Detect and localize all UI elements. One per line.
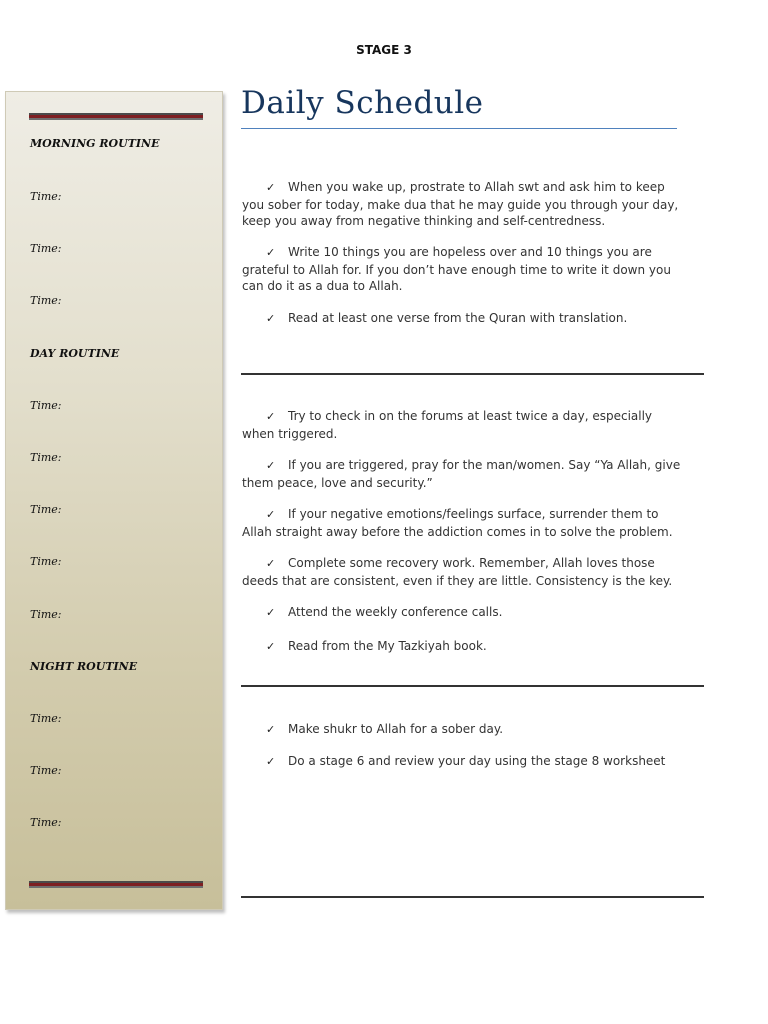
time-label: Time: <box>30 294 62 307</box>
checkmark-icon: ✓ <box>266 640 276 653</box>
page-title: Daily Schedule <box>241 85 484 121</box>
checkmark-icon: ✓ <box>266 723 276 736</box>
routine-sidebar <box>5 91 223 910</box>
morning-routine-heading: MORNING ROUTINE <box>30 137 160 150</box>
sidebar-bottom-rule <box>29 881 203 888</box>
checkmark-icon: ✓ <box>266 410 276 423</box>
list-item <box>242 506 682 540</box>
checkmark-icon: ✓ <box>266 606 276 619</box>
list-item <box>242 244 682 295</box>
checkmark-icon: ✓ <box>266 181 276 194</box>
checkmark-icon: ✓ <box>266 246 276 259</box>
time-label: Time: <box>30 451 62 464</box>
list-item-text: Try to check in on the forums at least twice a day, especially when triggered. <box>242 409 653 441</box>
section-divider <box>241 373 704 375</box>
list-item-text: When you wake up, prostrate to Allah swt and ask him to keep you sober for today, make dua that he may guide you through your day, keep you away from negative thinking and self-centredness. <box>242 180 679 228</box>
checkmark-icon: ✓ <box>266 508 276 521</box>
list-item <box>242 457 682 491</box>
checkmark-icon: ✓ <box>266 755 276 768</box>
stage-label: STAGE 3 <box>356 43 412 57</box>
list-item-text: If you are triggered, pray for the man/women. Say “Ya Allah, give them peace, love and security.” <box>242 458 681 490</box>
time-label: Time: <box>30 816 62 829</box>
sidebar-top-rule <box>29 113 203 120</box>
list-item-text: Write 10 things you are hopeless over and 10 things you are grateful to Allah for. If you don’t have enough time to write it down you can do it as a dua to Allah. <box>242 245 671 293</box>
checkmark-icon: ✓ <box>266 459 276 472</box>
time-label: Time: <box>30 190 62 203</box>
list-item-text: Make shukr to Allah for a sober day. <box>288 722 504 736</box>
list-item-text: Complete some recovery work. Remember, Allah loves those deeds that are consistent, even if they are little. Consistency is the key. <box>242 556 673 588</box>
list-item-text: Read from the My Tazkiyah book. <box>288 639 487 653</box>
list-item-text: Read at least one verse from the Quran with translation. <box>288 311 628 325</box>
time-label: Time: <box>30 608 62 621</box>
list-item-text: If your negative emotions/feelings surface, surrender them to Allah straight away before the addiction comes in to solve the problem. <box>242 507 673 539</box>
checkmark-icon: ✓ <box>266 557 276 570</box>
checkmark-icon: ✓ <box>266 312 276 325</box>
time-label: Time: <box>30 555 62 568</box>
time-label: Time: <box>30 764 62 777</box>
list-item <box>242 310 682 328</box>
time-label: Time: <box>30 399 62 412</box>
night-routine-heading: NIGHT ROUTINE <box>30 660 138 673</box>
title-underline <box>241 128 677 129</box>
section-divider <box>241 896 704 898</box>
time-label: Time: <box>30 503 62 516</box>
section-divider <box>241 685 704 687</box>
list-item <box>242 721 682 739</box>
list-item <box>242 604 682 622</box>
list-item <box>242 555 682 589</box>
list-item <box>242 179 682 230</box>
time-label: Time: <box>30 712 62 725</box>
list-item <box>242 638 682 656</box>
list-item <box>242 753 682 771</box>
list-item-text: Attend the weekly conference calls. <box>288 605 503 619</box>
list-item <box>242 408 682 442</box>
time-label: Time: <box>30 242 62 255</box>
day-routine-heading: DAY ROUTINE <box>30 347 120 360</box>
list-item-text: Do a stage 6 and review your day using the stage 8 worksheet <box>288 754 666 768</box>
